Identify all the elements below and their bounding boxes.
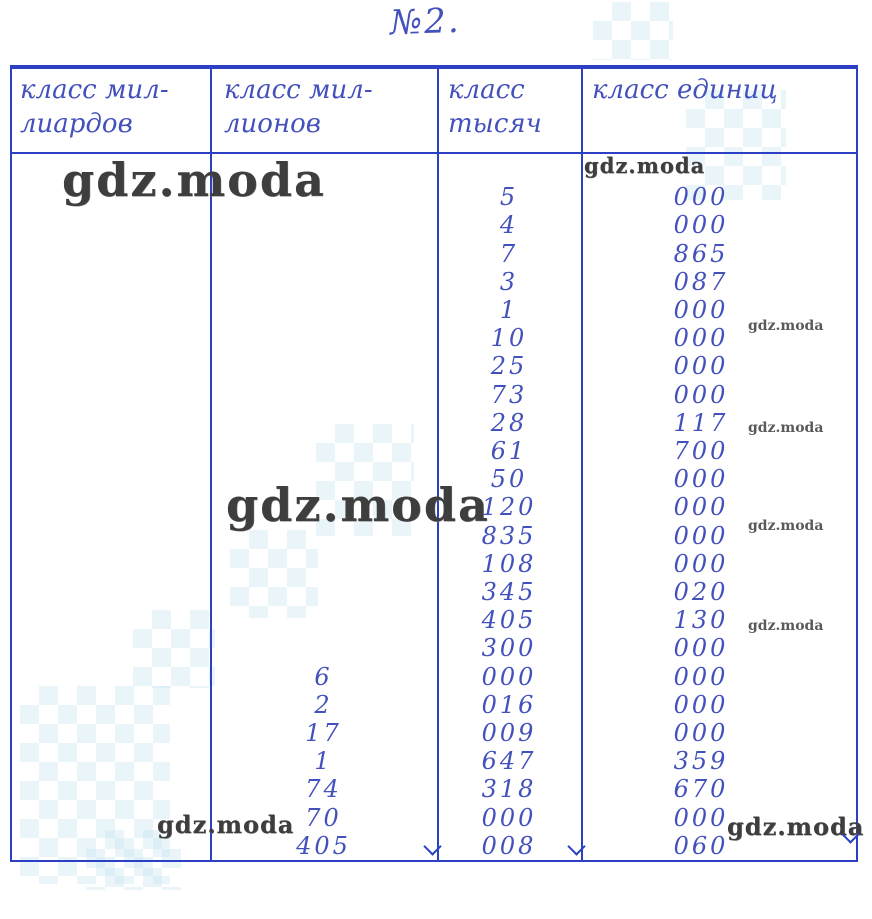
table-row — [12, 437, 856, 465]
cell-units: 020 — [673, 577, 729, 606]
cell-thousands: 008 — [481, 831, 537, 860]
header-line: класс — [448, 75, 525, 105]
table-row — [12, 296, 856, 324]
watermark-text: gdz.moda — [748, 318, 824, 334]
cell-units: 000 — [673, 690, 729, 719]
watermark-text: gdz.moda — [226, 478, 490, 532]
table-row — [12, 239, 856, 267]
watermark-text: gdz.moda — [748, 618, 824, 634]
watermark-text: gdz.moda — [748, 518, 824, 534]
header-line: лионов — [224, 108, 321, 139]
cell-millions — [210, 550, 437, 578]
cell-thousands: 25 — [490, 352, 528, 381]
cell-billions — [12, 211, 210, 239]
cell-thousands: 345 — [481, 577, 537, 606]
cell-millions — [210, 521, 437, 549]
cell-thousands: 016 — [481, 690, 537, 719]
cell-billions — [12, 465, 210, 493]
table-row — [12, 550, 856, 578]
cell-thousands: 000 — [481, 803, 537, 832]
cell-billions — [12, 268, 210, 296]
cell-billions — [12, 803, 210, 831]
cell-thousands: 1 — [499, 295, 519, 324]
cell-units: 000 — [673, 211, 729, 240]
cell-millions — [210, 606, 437, 634]
cell-thousands: 647 — [481, 747, 537, 776]
cell-thousands: 61 — [490, 436, 528, 465]
cell-billions — [12, 550, 210, 578]
header-thousands — [448, 74, 542, 142]
header-billions — [20, 74, 169, 142]
cell-thousands: 108 — [481, 549, 537, 578]
cell-millions — [210, 268, 437, 296]
exercise-number-title: №2. — [389, 0, 462, 44]
cell-thousands: 009 — [481, 718, 537, 747]
cell-units: 000 — [673, 718, 729, 747]
table-row — [12, 691, 856, 719]
table-row — [12, 662, 856, 690]
table-row — [12, 775, 856, 803]
table-row — [12, 352, 856, 380]
cell-units: 000 — [673, 493, 729, 522]
cell-thousands: 7 — [499, 239, 519, 268]
cell-units: 000 — [673, 803, 729, 832]
cell-billions — [12, 380, 210, 408]
cell-billions — [12, 606, 210, 634]
table-row — [12, 324, 856, 352]
cell-units: 000 — [673, 634, 729, 663]
table-row — [12, 211, 856, 239]
cell-billions — [12, 691, 210, 719]
cell-units: 000 — [673, 662, 729, 691]
header-units — [592, 74, 778, 108]
cell-billions — [12, 747, 210, 775]
cell-billions — [12, 239, 210, 267]
cell-units: 000 — [673, 380, 729, 409]
cell-units: 000 — [673, 465, 729, 494]
cell-billions — [12, 832, 210, 860]
cell-thousands: 000 — [481, 662, 537, 691]
cell-units: 359 — [673, 747, 729, 776]
header-line: класс единиц — [592, 75, 778, 105]
cell-millions: 2 — [314, 690, 333, 719]
table-row — [12, 803, 856, 831]
cell-billions — [12, 409, 210, 437]
cell-billions — [12, 352, 210, 380]
table-row — [12, 578, 856, 606]
header-line: лиардов — [20, 108, 133, 139]
cell-billions — [12, 775, 210, 803]
cell-thousands: 835 — [481, 521, 537, 550]
grid-patch — [593, 2, 673, 60]
cell-units: 060 — [673, 831, 729, 860]
cell-units: 087 — [673, 267, 729, 296]
cell-millions — [210, 409, 437, 437]
cell-units: 130 — [673, 606, 729, 635]
cell-thousands: 10 — [490, 324, 528, 353]
cell-billions — [12, 296, 210, 324]
cell-millions — [210, 296, 437, 324]
table-row — [12, 409, 856, 437]
cell-millions — [210, 493, 437, 521]
cell-thousands: 318 — [481, 775, 537, 804]
watermark-text: gdz.moda — [62, 153, 326, 207]
cell-units: 000 — [673, 352, 729, 381]
cell-millions: 6 — [314, 662, 333, 691]
cell-thousands: 50 — [490, 465, 528, 494]
table-row — [12, 183, 856, 211]
cell-thousands: 120 — [481, 493, 537, 522]
cell-units: 700 — [673, 436, 729, 465]
cell-billions — [12, 578, 210, 606]
cell-millions: 74 — [305, 775, 342, 804]
cell-millions — [210, 239, 437, 267]
cell-units: 000 — [673, 521, 729, 550]
cell-millions — [210, 183, 437, 211]
table-row — [12, 465, 856, 493]
cell-millions — [210, 437, 437, 465]
watermark-text: gdz.moda — [157, 810, 295, 839]
cell-units: 670 — [673, 775, 729, 804]
cell-millions — [210, 465, 437, 493]
table-row — [12, 380, 856, 408]
watermark-text: gdz.moda — [727, 812, 865, 841]
cell-billions — [12, 493, 210, 521]
cell-billions — [12, 324, 210, 352]
cell-millions — [210, 352, 437, 380]
table-row — [12, 606, 856, 634]
cell-thousands: 73 — [490, 380, 528, 409]
cell-units: 000 — [673, 549, 729, 578]
header-line: класс мил- — [224, 75, 373, 105]
cell-billions — [12, 521, 210, 549]
cell-thousands: 3 — [499, 267, 519, 296]
cell-millions — [210, 324, 437, 352]
cell-millions — [210, 211, 437, 239]
cell-units: 865 — [673, 239, 729, 268]
table-row — [12, 493, 856, 521]
cell-billions — [12, 183, 210, 211]
cell-millions — [210, 380, 437, 408]
cell-units: 000 — [673, 295, 729, 324]
cell-units: 117 — [673, 408, 729, 437]
table-row — [12, 747, 856, 775]
cell-millions: 70 — [305, 803, 342, 832]
table-rows — [12, 183, 856, 860]
cell-billions — [12, 719, 210, 747]
header-separator-line — [10, 152, 858, 154]
cell-thousands: 405 — [481, 606, 537, 635]
cell-millions: 405 — [296, 831, 351, 860]
cell-millions: 17 — [305, 718, 342, 747]
cell-thousands: 5 — [499, 183, 519, 212]
cell-billions — [12, 634, 210, 662]
cell-thousands: 300 — [481, 634, 537, 663]
watermark-text: gdz.moda — [584, 153, 706, 178]
header-line: класс мил- — [20, 75, 169, 105]
watermark-text: gdz.moda — [748, 420, 824, 436]
cell-thousands: 4 — [499, 211, 519, 240]
cell-billions — [12, 437, 210, 465]
table-row — [12, 634, 856, 662]
cell-billions — [12, 662, 210, 690]
header-millions — [224, 74, 373, 142]
header-line: тысяч — [448, 108, 542, 139]
cell-millions: 1 — [314, 747, 333, 776]
place-value-table — [10, 65, 858, 862]
cell-units: 000 — [673, 324, 729, 353]
cell-units: 000 — [673, 183, 729, 212]
cell-thousands: 28 — [490, 408, 528, 437]
cell-millions — [210, 578, 437, 606]
table-row — [12, 268, 856, 296]
table-row — [12, 719, 856, 747]
cell-millions — [210, 634, 437, 662]
table-row — [12, 521, 856, 549]
